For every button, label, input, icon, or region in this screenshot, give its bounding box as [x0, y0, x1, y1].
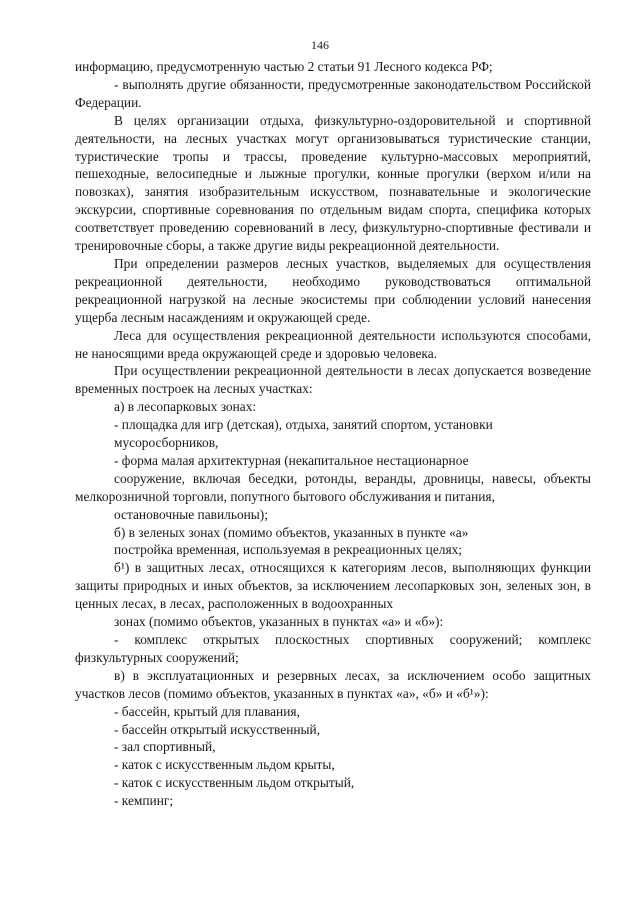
list-item: - каток с искусственным льдом крыты,: [114, 757, 335, 773]
list-item: постройка временная, используемая в рекреационных целях;: [114, 542, 463, 558]
list-item: - каток с искусственным льдом открытый,: [114, 775, 355, 791]
list-item: - форма малая архитектурная (некапитальное нестационарное: [114, 452, 469, 468]
list-item: остановочные павильоны);: [114, 506, 268, 522]
list-item: - площадка для игр (детская), отдыха, занятий спортом, установки: [114, 417, 493, 433]
paragraph: При осуществлении рекреационной деятельности в лесах допускается возведение временных построек на лесных участках:: [75, 363, 591, 397]
paragraph: Леса для осуществления рекреационной деятельности используются способами, не наносящими вреда окружающей среде и здоровью человека.: [75, 327, 591, 361]
list-item: - бассейн, крытый для плавания,: [114, 703, 300, 719]
paragraph: В целях организации отдыха, физкультурно-оздоровительной и спортивной деятельности, на лесных участках могут организовываться туристические станции, туристические тропы и трассы, проведение культурно-массовых мероприятий, пешеходные, велосипедные и лыжные прогулки, конные прогулки (верхом и/или на повозках), занятия изобразительным искусством, познавательные и экологические экскурсии, спортивные соревнования по отдельным видам спорта, специфика которых соответствует проведению соревнований в лесу, физкультурно-спортивные фестивали и тренировочные сборы, а также другие виды рекреационной деятельности.: [75, 112, 591, 254]
list-heading: а) в лесопарковых зонах:: [114, 399, 257, 415]
list-item: - бассейн открытый искусственный,: [114, 721, 321, 737]
list-heading: б) в зеленых зонах (помимо объектов, указанных в пункте «а»: [114, 524, 469, 540]
page-number: 146: [311, 38, 329, 52]
document-body: [75, 58, 591, 810]
list-heading: б¹) в защитных лесах, относящихся к категориям лесов, выполняющих функции защиты природных и иных объектов, за исключением лесопарковых зон, зеленых зон, в ценных лесах, в лесах, расположенных в водоохранных: [75, 560, 591, 612]
list-heading: зонах (помимо объектов, указанных в пунктах «а» и «б»):: [114, 614, 444, 630]
paragraph: При определении размеров лесных участков, выделяемых для осуществления рекреационной деятельности, необходимо руководствоваться оптимальной рекреационной нагрузкой на лесные экосистемы при соблюдении условий нанесения ущерба лесным насаждениям и окружающей среде.: [75, 255, 591, 325]
list-item: мусоросборников,: [114, 435, 219, 451]
list-heading: в) в эксплуатационных и резервных лесах, за исключением особо защитных участков лесов (помимо объектов, указанных в пунктах «а», «б» и «б¹»):: [75, 667, 591, 701]
list-item: - комплекс открытых плоскостных спортивных сооружений; комплекс физкультурных сооружений;: [75, 632, 591, 665]
paragraph: - выполнять другие обязанности, предусмотренные законодательством Российской Федерации.: [75, 76, 591, 110]
paragraph: информацию, предусмотренную частью 2 статьи 91 Лесного кодекса РФ;: [75, 59, 493, 74]
list-item: - кемпинг;: [114, 793, 174, 809]
list-item: сооружение, включая беседки, ротонды, веранды, дровницы, навесы, объекты мелкорозничной торговли, попутного бытового обслуживания и питания,: [75, 470, 591, 504]
list-item: - зал спортивный,: [114, 739, 216, 755]
